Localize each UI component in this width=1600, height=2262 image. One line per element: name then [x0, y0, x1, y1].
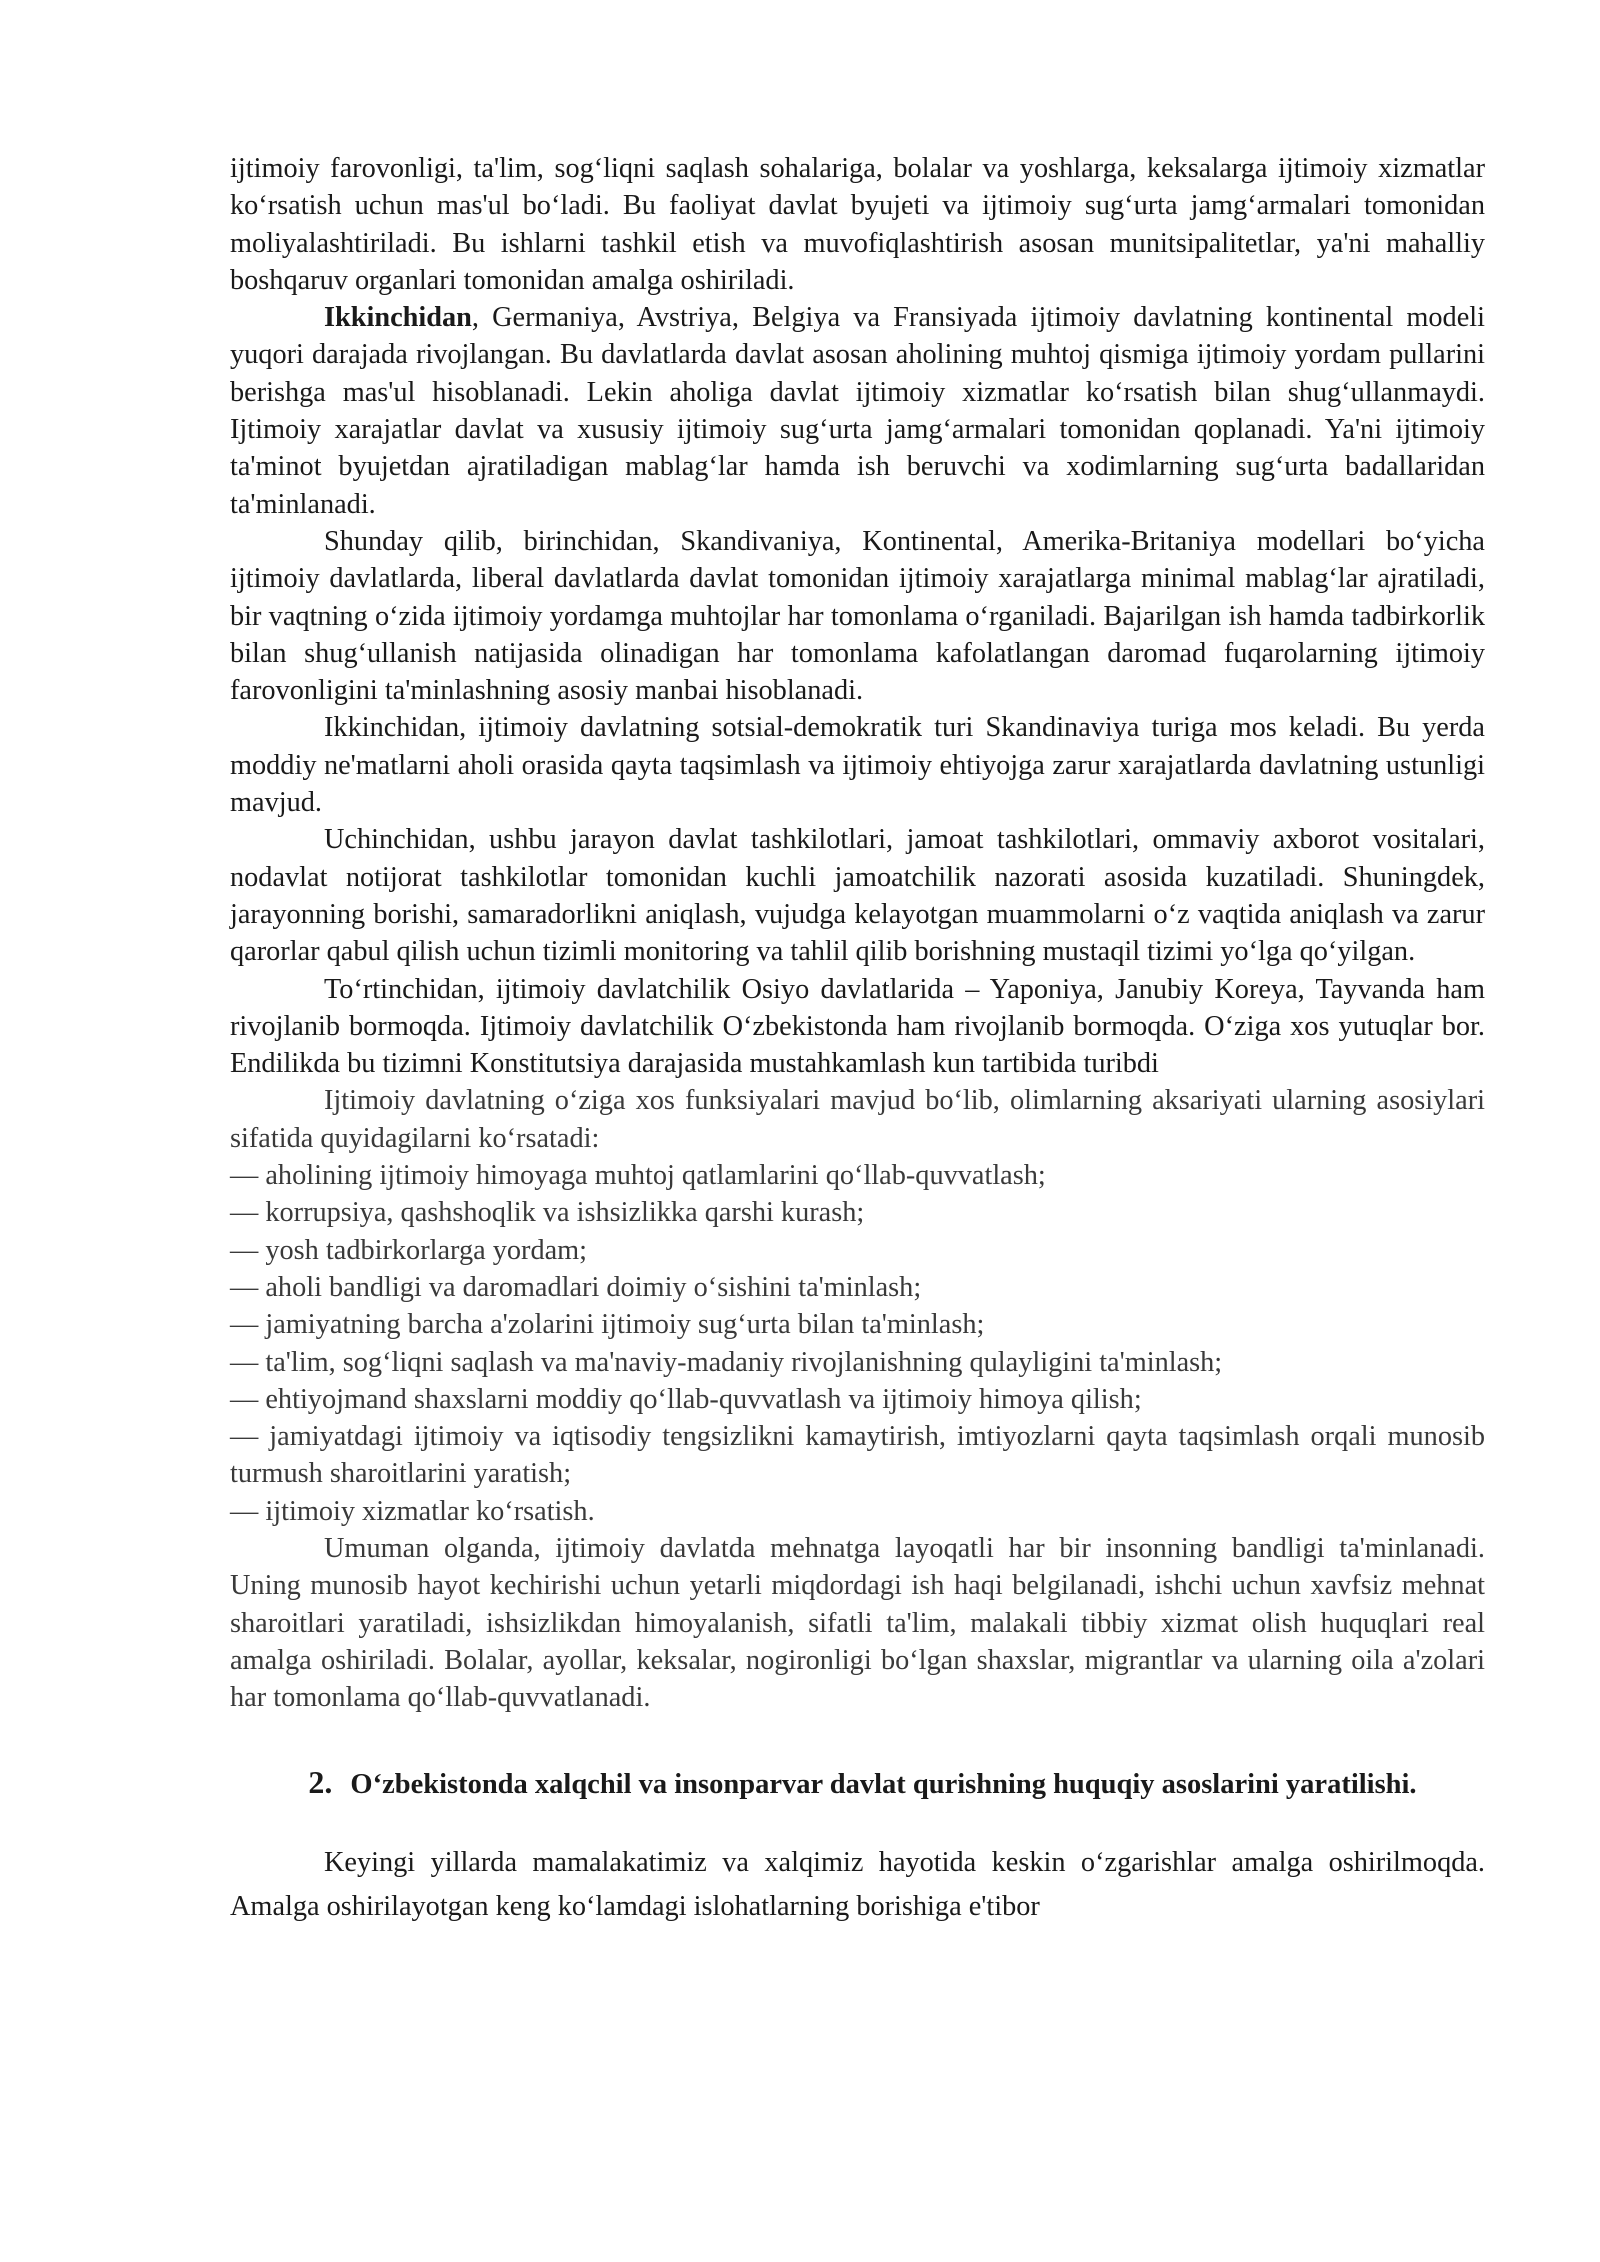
paragraph-conclusion: Umuman olganda, ijtimoiy davlatda mehnatga layoqatli har bir insonning bandligi ta'minlanadi. Uning munosib hayot kechirishi uchun yetarli miqdordagi ish haqi belgilanadi, ishchi uchun xavfsiz mehnat sharoitlari yaratiladi, ishsizlikdan himoyalanish, sifatli ta'lim, malakali tibbiy xizmat olish huquqlari real amalga oshiriladi. Bolalar, ayollar, keksalar, nogironligi bo‘lgan shaxslar, migrantlar va ularning oila a'zolari har tomonlama qo‘llab-quvvatlanadi.	[230, 1532, 1485, 1714]
paragraph-public-control: Uchinchidan, ushbu jarayon davlat tashkilotlari, jamoat tashkilotlari, ommaviy axborot vositalari, nodavlat notijorat tashkilotlar tomonidan kuchli jamoatchilik nazorati asosida kuzatiladi. Shuningdek, jarayonning borishi, samaradorlikni aniqlash, vujudga kelayotgan muammolarni o‘z vaqtida aniqlash va zarur qarorlar qabul qilish uchun tizimli monitoring va tahlil qilib borishning mustaqil tizimi yo‘lga qo‘yilgan.	[230, 824, 1485, 968]
section-number: 2.	[308, 1764, 333, 1801]
page-body	[230, 150, 1485, 1929]
functions-list	[230, 1157, 1485, 1530]
paragraph-welfare-services: ijtimoiy farovonligi, ta'lim, sog‘liqni saqlash sohalariga, bolalar va yoshlarga, keksalarga ijtimoiy xizmatlar ko‘rsatish uchun mas'ul bo‘ladi. Bu faoliyat davlat byujeti va ijtimoiy sug‘urta jamg‘armalari tomonidan moliyalashtiriladi. Bu ishlarni tashkil etish va muvofiqlashtirish asosan munitsipalitetlar, ya'ni mahalliy boshqaruv organlari tomonidan amalga oshiriladi.	[230, 153, 1485, 296]
list-item: — ehtiyojmand shaxslarni moddiy qo‘llab-quvvatlash va ijtimoiy himoya qilish;	[230, 1383, 1142, 1415]
paragraph-summary-models: Shunday qilib, birinchidan, Skandivaniya, Kontinental, Amerika-Britaniya modellari bo‘yicha ijtimoiy davlatlarda, liberal davlatlarda davlat tomonidan ijtimoiy xarajatlarga minimal mablag‘lar ajratiladi, bir vaqtning o‘zida ijtimoiy yordamga muhtojlar har tomonlama o‘rganiladi. Bajarilgan ish hamda tadbirkorlik bilan shug‘ullanish natijasida olinadigan har tomonlama kafolatlangan daromad fuqarolarning ijtimoiy farovonligini ta'minlashning asosiy manbai hisoblanadi.	[230, 525, 1485, 707]
list-item: — aholi bandligi va daromadlari doimiy o‘sishini ta'minlash;	[230, 1271, 922, 1303]
section-title: O‘zbekistonda xalqchil va insonparvar davlat qurishning huquqiy asoslarini yaratilishi.	[350, 1769, 1417, 1801]
list-item: — korrupsiya, qashshoqlik va ishsizlikka qarshi kurash;	[230, 1197, 865, 1229]
list-item: — ta'lim, sog‘liqni saqlash va ma'naviy-madaniy rivojlanishning qulayligini ta'minlash;	[230, 1346, 1223, 1378]
list-item: — aholining ijtimoiy himoyaga muhtoj qatlamlarini qo‘llab-quvvatlash;	[230, 1160, 1046, 1192]
paragraph-continental-model	[230, 299, 1485, 523]
list-item: — yosh tadbirkorlarga yordam;	[230, 1234, 588, 1266]
paragraph-asia-uzbekistan: To‘rtinchidan, ijtimoiy davlatchilik Osiyo davlatlarida – Yaponiya, Janubiy Koreya, Tayvanda ham rivojlanib bormoqda. Ijtimoiy davlatchilik O‘zbekistonda ham rivojlanib bormoqda. O‘ziga xos yutuqlar bor. Endilikda bu tizimni Konstitutsiya darajasida mustahkamlash kun tartibida turibdi	[230, 973, 1485, 1080]
list-item: — jamiyatdagi ijtimoiy va iqtisodiy tengsizlikni kamaytirish, imtiyozlarni qayta taqsimlash orqali munosib turmush sharoitlarini yaratish;	[230, 1421, 1485, 1490]
paragraph-continental-text: , Germaniya, Avstriya, Belgiya va Fransiyada ijtimoiy davlatning kontinental modeli yuqori darajada rivojlangan. Bu davlatlarda davlat asosan aholining muhtoj qismiga ijtimoiy yordam pullarini berishga mas'ul hisoblanadi. Lekin aholiga davlat ijtimoiy xizmatlar ko‘rsatish bilan shug‘ullanmaydi. Ijtimoiy xarajatlar davlat va xususiy ijtimoiy sug‘urta jamg‘armalari tomonidan qoplanadi. Ya'ni ijtimoiy ta'minot byujetdan ajratiladigan mablag‘lar hamda ish beruvchi va xodimlarning sug‘urta badallaridan ta'minlanadi.	[230, 302, 1485, 520]
paragraph-functions-intro: Ijtimoiy davlatning o‘ziga xos funksiyalari mavjud bo‘lib, olimlarning aksariyati ularning asosiylari sifatida quyidagilarni ko‘rsatadi:	[230, 1085, 1485, 1154]
list-item: — ijtimoiy xizmatlar ko‘rsatish.	[230, 1495, 595, 1527]
list-item: — jamiyatning barcha a'zolarini ijtimoiy sug‘urta bilan ta'minlash;	[230, 1309, 985, 1341]
section-heading	[230, 1760, 1485, 1807]
paragraph-lead-bold: Ikkinchidan	[324, 302, 472, 334]
paragraph-social-democratic: Ikkinchidan, ijtimoiy davlatning sotsial-demokratik turi Skandinaviya turiga mos keladi. Bu yerda moddiy ne'matlarni aholi orasida qayta taqsimlash va ijtimoiy ehtiyojga zarur xarajatlarda davlatning ustunligi mavjud.	[230, 712, 1485, 819]
paragraph-reforms: Keyingi yillarda mamalakatimiz va xalqimiz hayotida keskin o‘zgarishlar amalga oshirilmoqda. Amalga oshirilayotgan keng ko‘lamdagi islohatlarning borishiga e'tibor	[230, 1847, 1485, 1923]
